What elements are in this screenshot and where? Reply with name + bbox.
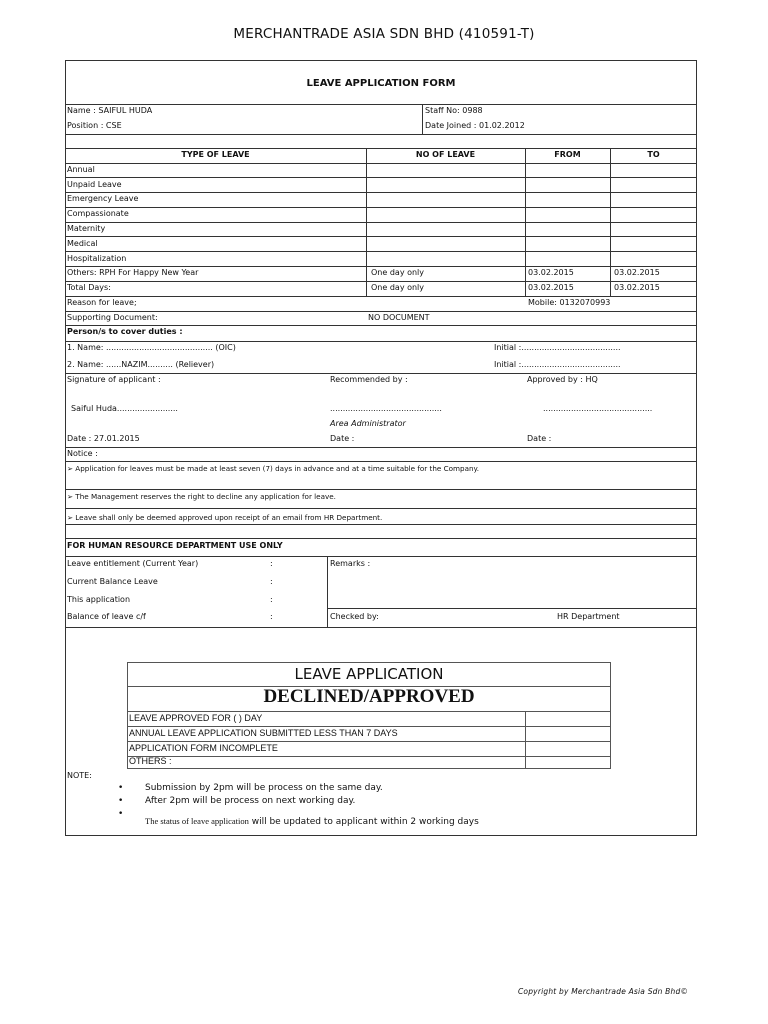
rule bbox=[65, 524, 697, 525]
rule bbox=[525, 711, 526, 769]
hr-colon: : bbox=[270, 559, 273, 568]
rule bbox=[65, 447, 697, 448]
hr-row-entitlement: Leave entitlement (Current Year) bbox=[67, 559, 199, 568]
others-from: 03.02.2015 bbox=[528, 268, 574, 277]
rule bbox=[65, 251, 697, 252]
approved-date: Date : bbox=[527, 434, 552, 443]
rule bbox=[422, 104, 423, 134]
note-bullet-part: will be updated to applicant within 2 working days bbox=[248, 817, 479, 827]
date-joined: Date Joined : 01.02.2012 bbox=[425, 121, 525, 130]
cover-name-2: 2. Name: ......NAZIM.......... (Reliever) bbox=[67, 360, 215, 369]
others-to: 03.02.2015 bbox=[614, 268, 660, 277]
note-bullet-icon: • bbox=[118, 809, 124, 819]
notice-item: ➢ Application for leaves must be made at least seven (7) days in advance and at a time suitable for the Company. bbox=[67, 464, 480, 473]
rule bbox=[610, 148, 611, 296]
rule bbox=[65, 207, 697, 208]
rule bbox=[65, 222, 697, 223]
hr-row-balance-cf: Balance of leave c/f bbox=[67, 612, 146, 621]
rule bbox=[65, 325, 697, 326]
supporting-document-label: Supporting Document: bbox=[67, 313, 158, 322]
form-title: LEAVE APPLICATION FORM bbox=[306, 78, 456, 89]
rule bbox=[65, 236, 697, 237]
rule bbox=[65, 489, 697, 490]
rule bbox=[127, 756, 611, 757]
copyright: Copyright by Merchantrade Asia Sdn Bhd© bbox=[518, 987, 689, 996]
total-count: One day only bbox=[371, 283, 425, 292]
rule bbox=[65, 461, 697, 462]
area-administrator-label: Area Administrator bbox=[330, 419, 406, 428]
company-header: MERCHANTRADE ASIA SDN BHD (410591-T) bbox=[233, 26, 535, 42]
rule bbox=[327, 556, 328, 627]
header-to: TO bbox=[647, 150, 660, 159]
rule bbox=[65, 296, 697, 297]
rule bbox=[525, 148, 526, 296]
rule bbox=[65, 177, 697, 178]
leave-type-unpaid: Unpaid Leave bbox=[67, 180, 122, 189]
decision-option: APPLICATION FORM INCOMPLETE bbox=[129, 743, 278, 753]
notice-item: ➢ Leave shall only be deemed approved upon receipt of an email from HR Department. bbox=[67, 513, 383, 522]
rule bbox=[65, 266, 697, 267]
decision-status: DECLINED/APPROVED bbox=[263, 686, 475, 707]
note-bullet-part: The status of leave application bbox=[145, 816, 249, 826]
leave-type-compassionate: Compassionate bbox=[67, 209, 129, 218]
recommended-date: Date : bbox=[330, 434, 355, 443]
rule bbox=[65, 281, 697, 282]
leave-type-maternity: Maternity bbox=[67, 224, 106, 233]
hr-colon: : bbox=[270, 595, 273, 604]
approved-signature-line: ........................................... bbox=[543, 404, 653, 413]
rule bbox=[65, 104, 697, 105]
notice-label: Notice : bbox=[67, 449, 98, 458]
rule bbox=[65, 311, 697, 312]
leave-type-emergency: Emergency Leave bbox=[67, 194, 139, 203]
hr-row-this-application: This application bbox=[67, 595, 131, 604]
leave-type-annual: Annual bbox=[67, 165, 95, 174]
hr-colon: : bbox=[270, 612, 273, 621]
leave-type-hospitalization: Hospitalization bbox=[67, 254, 127, 263]
notice-item: ➢ The Management reserves the right to decline any application for leave. bbox=[67, 492, 336, 501]
header-type-of-leave: TYPE OF LEAVE bbox=[181, 150, 250, 159]
note-bullet: After 2pm will be process on next working day. bbox=[145, 796, 356, 806]
rule bbox=[65, 341, 697, 342]
rule bbox=[65, 148, 697, 149]
cover-initial-1: Initial :....................................... bbox=[494, 343, 621, 352]
rule bbox=[65, 627, 697, 628]
applicant-date: Date : 27.01.2015 bbox=[67, 434, 140, 443]
decision-option: LEAVE APPROVED FOR ( ) DAY bbox=[129, 713, 263, 723]
hr-row-current-balance: Current Balance Leave bbox=[67, 577, 158, 586]
approved-by-label: Approved by : HQ bbox=[527, 375, 598, 384]
note-bullet bbox=[145, 809, 479, 828]
total-from: 03.02.2015 bbox=[528, 283, 574, 292]
staff-no: Staff No: 0988 bbox=[425, 106, 483, 115]
applicant-name: Name : SAIFUL HUDA bbox=[67, 106, 153, 115]
recommended-by-label: Recommended by : bbox=[330, 375, 408, 384]
applicant-signature: Saiful Huda........................ bbox=[71, 404, 178, 413]
cover-name-1: 1. Name: .......................................... (OIC) bbox=[67, 343, 236, 352]
note-bullet-icon: • bbox=[118, 783, 124, 793]
remarks-label: Remarks : bbox=[330, 559, 371, 568]
cover-initial-2: Initial :....................................... bbox=[494, 360, 621, 369]
rule bbox=[65, 192, 697, 193]
rule bbox=[127, 711, 611, 712]
cover-duties-heading: Person/s to cover duties : bbox=[67, 327, 183, 336]
rule bbox=[65, 163, 697, 164]
applicant-position: Position : CSE bbox=[67, 121, 122, 130]
note-label: NOTE: bbox=[67, 771, 92, 780]
others-count: One day only bbox=[371, 268, 425, 277]
hr-section-heading: FOR HUMAN RESOURCE DEPARTMENT USE ONLY bbox=[67, 541, 283, 550]
reason-label: Reason for leave; bbox=[67, 298, 137, 307]
rule bbox=[65, 373, 697, 374]
decision-option: OTHERS : bbox=[129, 756, 172, 766]
mobile-number: Mobile: 0132070993 bbox=[528, 298, 611, 307]
checked-by-label: Checked by: bbox=[330, 612, 379, 621]
rule bbox=[65, 508, 697, 509]
rule bbox=[65, 538, 697, 539]
hr-colon: : bbox=[270, 577, 273, 586]
recommended-signature-line: ............................................ bbox=[330, 404, 442, 413]
rule bbox=[65, 134, 697, 135]
note-bullet-icon: • bbox=[118, 796, 124, 806]
rule bbox=[327, 608, 697, 609]
hr-department-label: HR Department bbox=[557, 612, 620, 621]
rule bbox=[65, 556, 697, 557]
supporting-document-value: NO DOCUMENT bbox=[368, 313, 430, 322]
total-to: 03.02.2015 bbox=[614, 283, 660, 292]
header-no-of-leave: NO OF LEAVE bbox=[415, 150, 476, 159]
rule bbox=[127, 741, 611, 742]
leave-type-medical: Medical bbox=[67, 239, 98, 248]
rule bbox=[366, 148, 367, 296]
decision-box-title: LEAVE APPLICATION bbox=[294, 665, 444, 683]
note-bullet: Submission by 2pm will be process on the same day. bbox=[145, 783, 383, 793]
decision-option: ANNUAL LEAVE APPLICATION SUBMITTED LESS THAN 7 DAYS bbox=[129, 728, 398, 738]
header-from: FROM bbox=[554, 150, 581, 159]
leave-type-others: Others: RPH For Happy New Year bbox=[67, 268, 199, 277]
signature-applicant-label: Signature of applicant : bbox=[67, 375, 161, 384]
rule bbox=[127, 726, 611, 727]
total-days-label: Total Days: bbox=[67, 283, 111, 292]
